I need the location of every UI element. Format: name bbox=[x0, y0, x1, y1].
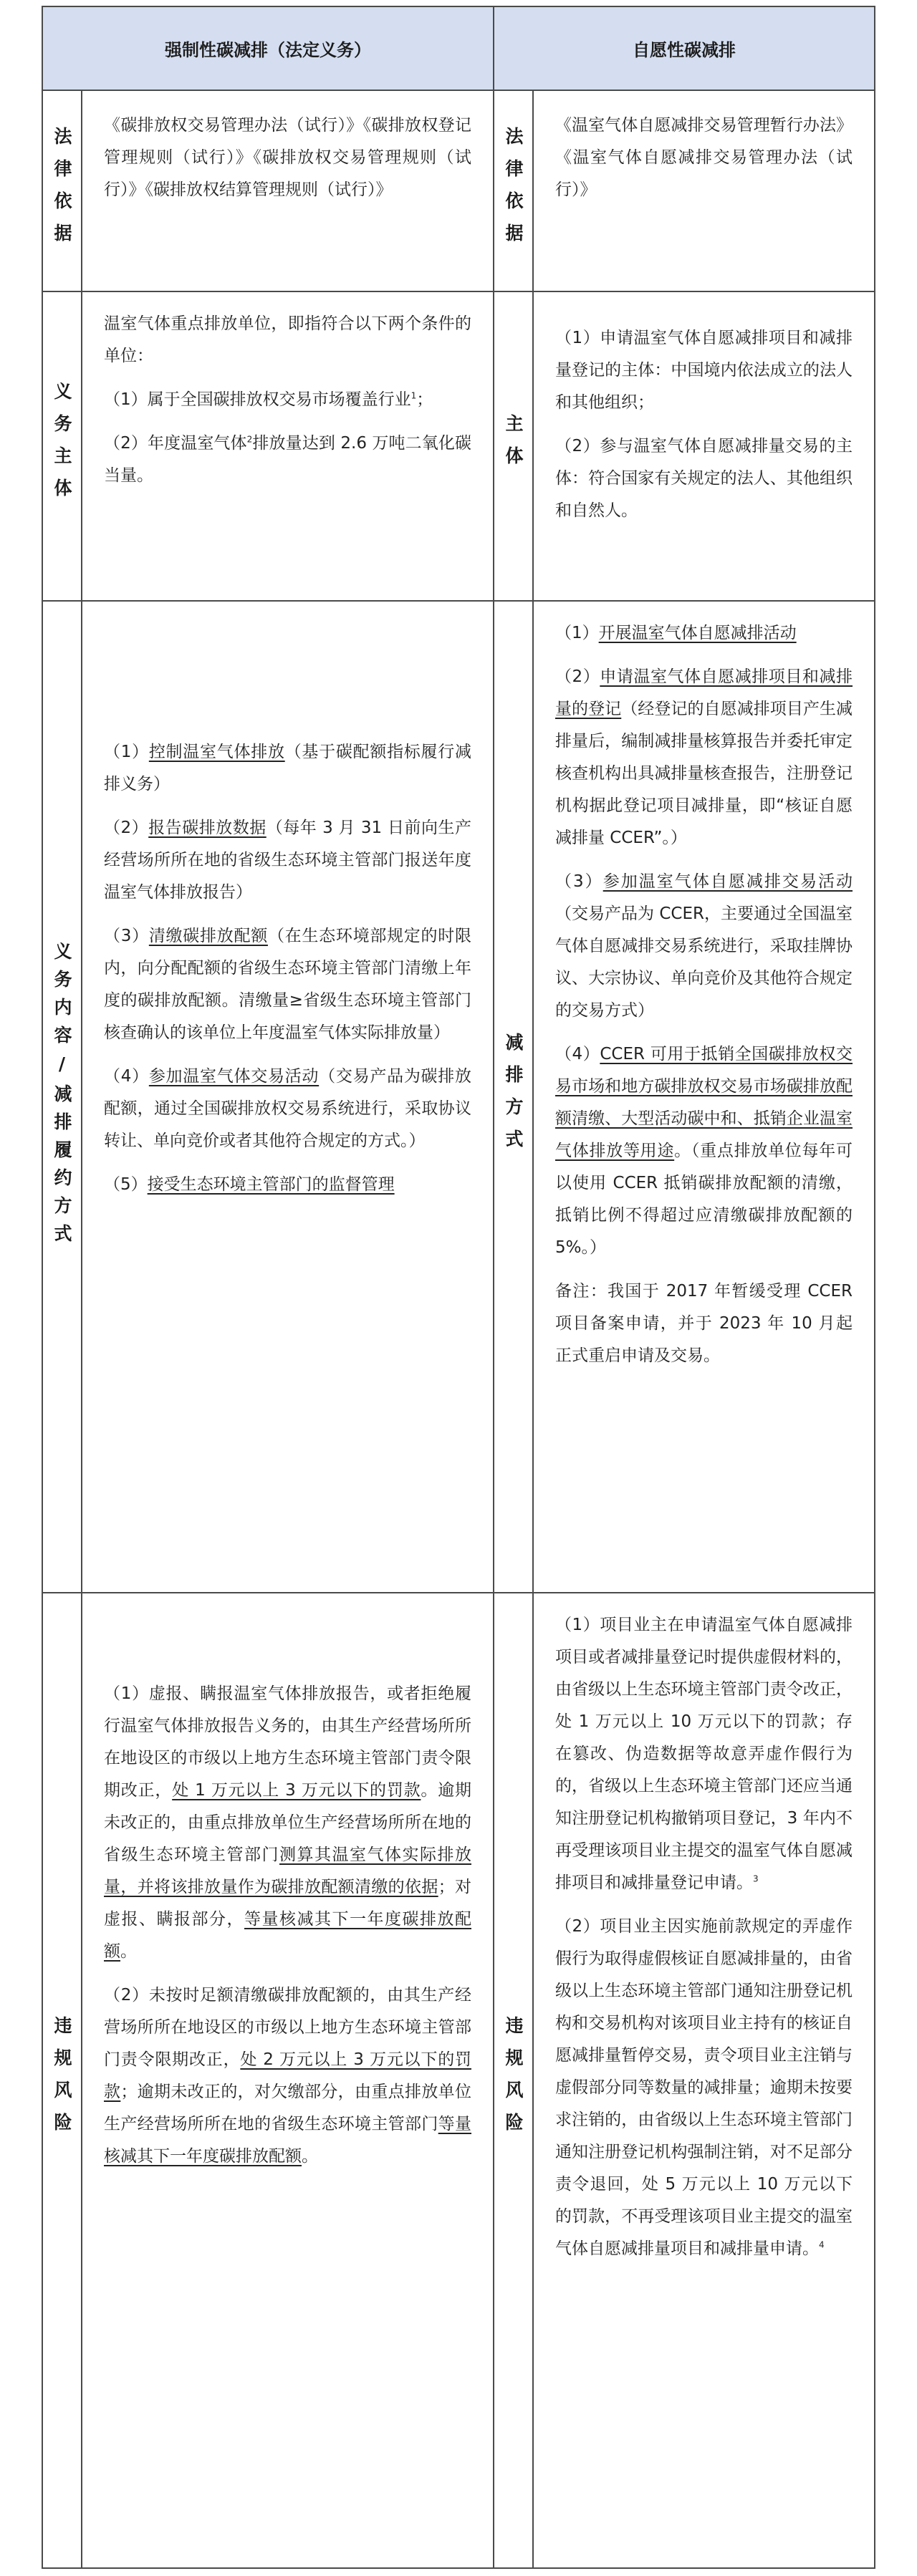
comparison-table bbox=[42, 6, 875, 2569]
legal-basis-mandatory bbox=[82, 91, 494, 292]
risk-mandatory bbox=[82, 1593, 494, 2567]
label-legal-basis-voluntary bbox=[494, 91, 534, 292]
header-mandatory: 强制性碳减排（法定义务） bbox=[43, 7, 494, 91]
legal-basis-voluntary-text: 《温室气体自愿减排交易管理暂行办法》《温室气体自愿减排交易管理办法（试行）》 bbox=[555, 116, 853, 199]
method-voluntary-item-1: （1）开展温室气体自愿减排活动 bbox=[555, 624, 797, 642]
method-mandatory bbox=[82, 602, 494, 1593]
subject-mandatory-label: 义务主体 bbox=[52, 382, 72, 511]
risk-voluntary-label: 违规风险 bbox=[503, 2016, 524, 2145]
label-risk-voluntary bbox=[494, 1593, 534, 2567]
method-mandatory-item-5: （5）接受生态环境主管部门的监督管理 bbox=[104, 1175, 395, 1194]
legal-basis-voluntary bbox=[534, 91, 874, 292]
risk-voluntary bbox=[534, 1593, 874, 2567]
subject-voluntary-label: 主体 bbox=[503, 414, 524, 478]
method-mandatory-item-3: （3）清缴碳排放配额（在生态环境部规定的时限内，向分配配额的省级生态环境主管部门清缴上年度的碳排放配额。清缴量≥省级生态环境主管部门核查确认的该单位上年度温室气体实际排放量） bbox=[104, 927, 471, 1042]
subject-mandatory-item-1: （1）属于全国碳排放权交易市场覆盖行业$^1$； bbox=[104, 390, 433, 409]
subject-voluntary-item-2: （2）参与温室气体自愿减排量交易的主体：符合国家有关规定的法人、其他组织和自然人。 bbox=[555, 437, 853, 520]
label-risk-mandatory bbox=[43, 1593, 82, 2567]
method-voluntary-item-3: （3）参加温室气体自愿减排交易活动（交易产品为 CCER，主要通过全国温室气体自愿减排交易系统进行，采取挂牌协议、大宗协议、单向竞价及其他符合规定的交易方式） bbox=[555, 872, 853, 1020]
legal-basis-label-voluntary: 法律依据 bbox=[503, 126, 524, 256]
legal-basis-label: 法律依据 bbox=[52, 126, 72, 256]
legal-basis-mandatory-text: 《碳排放权交易管理办法（试行）》《碳排放权登记管理规则（试行）》《碳排放权交易管理规则（试行）》《碳排放权结算管理规则（试行）》 bbox=[104, 116, 471, 199]
method-mandatory-item-2: （2）报告碳排放数据（每年 3 月 31 日前向生产经营场所所在地的省级生态环境主管部门报送年度温室气体排放报告） bbox=[104, 819, 472, 902]
subject-mandatory-intro: 温室气体重点排放单位，即指符合以下两个条件的单位： bbox=[104, 314, 471, 365]
footnote-ref-2: 2 bbox=[246, 434, 253, 445]
label-method-mandatory bbox=[43, 602, 82, 1593]
label-legal-basis-mandatory bbox=[43, 91, 82, 292]
risk-mandatory-label: 违规风险 bbox=[52, 2016, 72, 2145]
subject-mandatory-item-2: （2）年度温室气体$^2$排放量达到 2.6 万吨二氧化碳当量。 bbox=[104, 434, 471, 485]
label-subject-voluntary bbox=[494, 292, 534, 602]
footnote-ref-3: 3 bbox=[753, 1873, 759, 1884]
method-mandatory-item-1: （1）控制温室气体排放（基于碳配额指标履行减排义务） bbox=[104, 743, 472, 793]
footnote-ref-1: 1 bbox=[411, 390, 417, 401]
method-voluntary-item-4: （4）CCER 可用于抵销全国碳排放权交易市场和地方碳排放权交易市场碳排放配额清缴、大型活动碳中和、抵销企业温室气体排放等用途。（重点排放单位每年可以使用 CCER 抵销碳排放配额的清缴，抵销比例不得超过应清缴碳排放配额的 5%。） bbox=[555, 1045, 853, 1257]
subject-mandatory bbox=[82, 292, 494, 602]
method-voluntary-label: 减排方式 bbox=[503, 1032, 524, 1162]
header-voluntary: 自愿性碳减排 bbox=[494, 7, 874, 91]
footnote-ref-4: 4 bbox=[819, 2239, 825, 2250]
method-mandatory-label: 义务内容/减排履约方式 bbox=[52, 942, 72, 1252]
method-voluntary-note: 备注：我国于 2017 年暂缓受理 CCER 项目备案申请，并于 2023 年 10 月起正式重启申请及交易。 bbox=[555, 1282, 853, 1365]
label-method-voluntary bbox=[494, 602, 534, 1593]
risk-voluntary-item-1: （1）项目业主在申请温室气体自愿减排项目或者减排量登记时提供虚假材料的，由省级以上生态环境主管部门责令改正，处 1 万元以上 10 万元以下的罚款；存在篡改、伪造数据等故意弄虚作假行为的，省级以上生态环境主管部门还应当通知注册登记机构撤销项目登记，3 年内不再受理该项目业主提交的温室气体自愿减排项目和减排量登记申请。$^3$ bbox=[555, 1616, 853, 1892]
subject-voluntary bbox=[534, 292, 874, 602]
risk-voluntary-item-2: （2）项目业主因实施前款规定的弄虚作假行为取得虚假核证自愿减排量的，由省级以上生态环境主管部门通知注册登记机构和交易机构对该项目业主持有的核证自愿减排量暂停交易，责令项目业主注销与虚假部分同等数量的减排量；逾期未按要求注销的，由省级以上生态环境主管部门通知注册登记机构强制注销，对不足部分责令退回，处 5 万元以上 10 万元以下的罚款，不再受理该项目业主提交的温室气体自愿减排量项目和减排量申请。$^4$ bbox=[555, 1917, 853, 2258]
risk-mandatory-item-2: （2）未按时足额清缴碳排放配额的，由其生产经营场所所在地设区的市级以上地方生态环境主管部门责令限期改正，处 2 万元以上 3 万元以下的罚款；逾期未改正的，对欠缴部分，由重点排放单位生产经营场所所在地的省级生态环境主管部门等量核减其下一年度碳排放配额。 bbox=[104, 1986, 472, 2166]
method-mandatory-item-4: （4）参加温室气体交易活动（交易产品为碳排放配额，通过全国碳排放权交易系统进行，采取协议转让、单向竞价或者其他符合规定的方式。） bbox=[104, 1067, 472, 1150]
label-subject-mandatory bbox=[43, 292, 82, 602]
method-voluntary bbox=[534, 602, 874, 1593]
method-voluntary-item-2: （2）申请温室气体自愿减排项目和减排量的登记（经登记的自愿减排项目产生减排量后，编制减排量核算报告并委托审定核查机构出具减排量核查报告，注册登记机构据此登记项目减排量，即“核证自愿减排量 CCER”。） bbox=[555, 667, 853, 847]
subject-voluntary-item-1: （1）申请温室气体自愿减排项目和减排量登记的主体：中国境内依法成立的法人和其他组织； bbox=[555, 329, 853, 412]
risk-mandatory-item-1: （1）虚报、瞒报温室气体排放报告，或者拒绝履行温室气体排放报告义务的，由其生产经营场所所在地设区的市级以上地方生态环境主管部门责令限期改正，处 1 万元以上 3 万元以下的罚款。逾期未改正的，由重点排放单位生产经营场所所在地的省级生态环境主管部门测算其温室气体实际排放量，并将该排放量作为碳排放配额清缴的依据；对虚报、瞒报部分，等量核减其下一年度碳排放配额。 bbox=[104, 1684, 472, 1961]
